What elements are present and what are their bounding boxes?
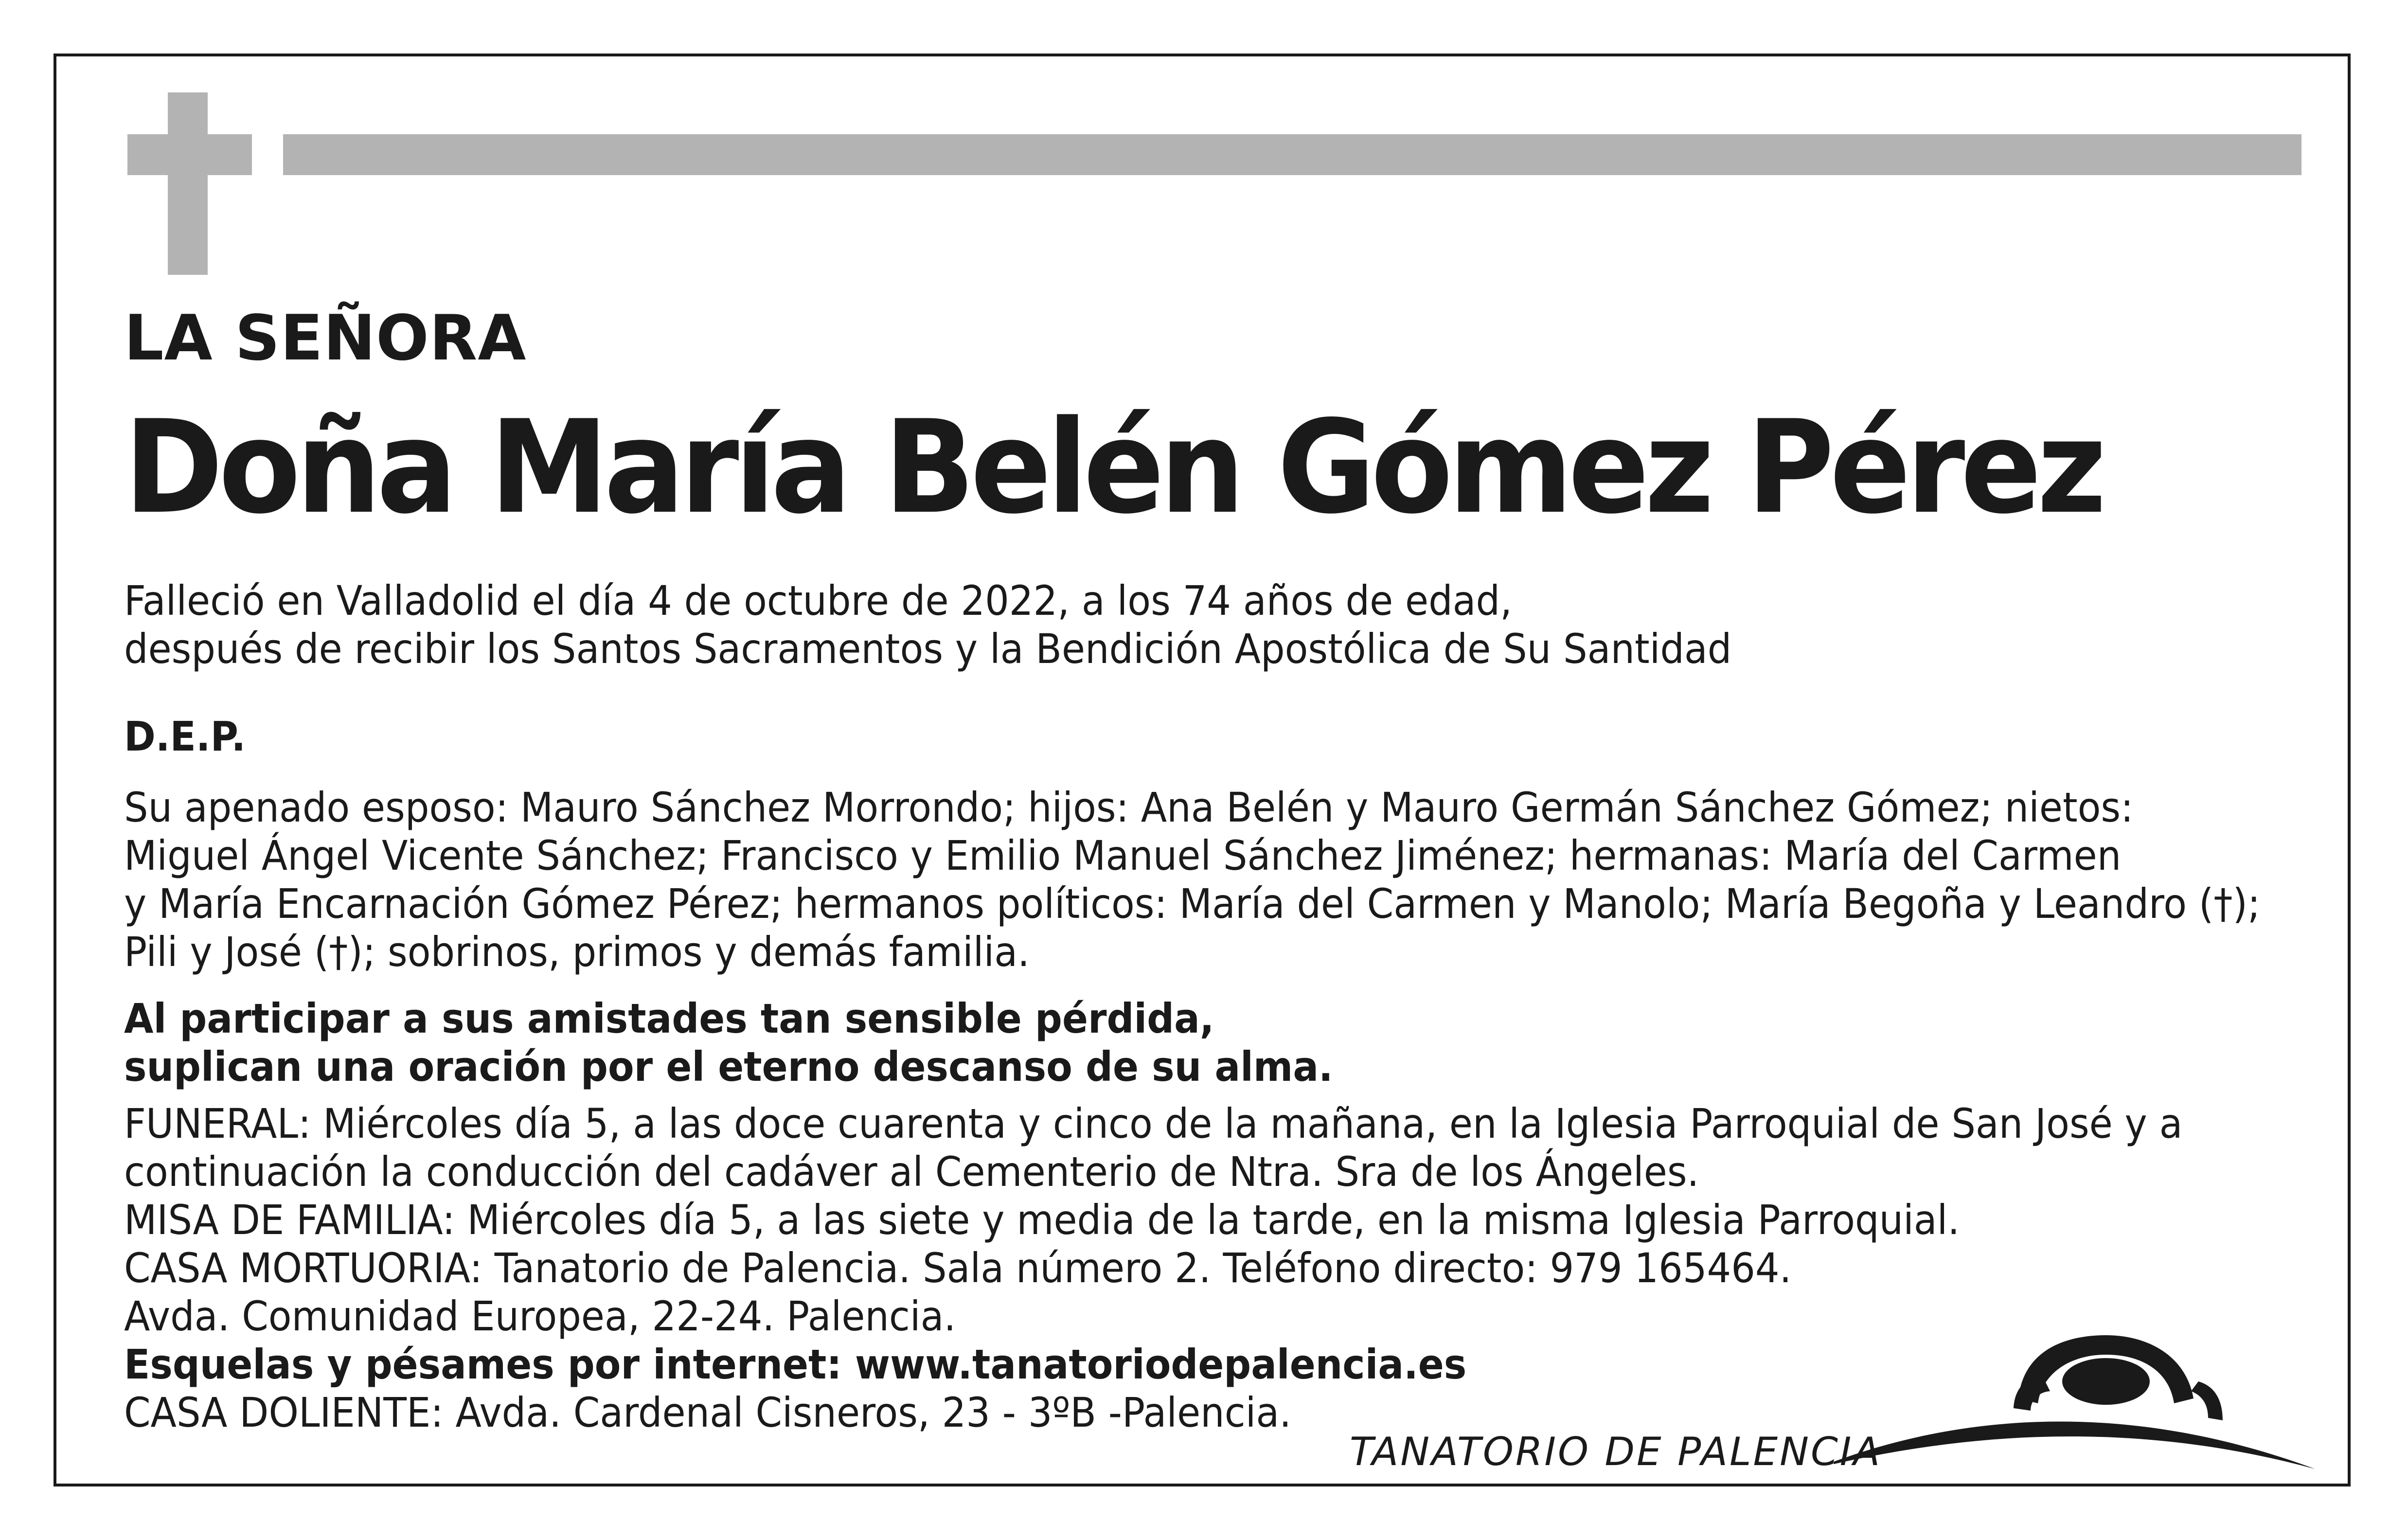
misa-line: MISA DE FAMILIA: Miércoles día 5, a las siete y media de la tarde, en la misma Iglesia Parroquial.	[124, 1196, 1960, 1244]
funeral-line: FUNERAL: Miércoles día 5, a las doce cuarenta y cinco de la mañana, en la Iglesia Parroquial de San José y a	[124, 1100, 2183, 1147]
deceased-name: Doña María Belén Gómez Pérez	[124, 393, 2102, 542]
request-line: Al participar a sus amistades tan sensible pérdida,	[124, 995, 1214, 1042]
casa-mortuoria-line: CASA MORTUORIA: Tanatorio de Palencia. Sala número 2. Teléfono directo: 979 165464.	[124, 1244, 1792, 1292]
cross-icon	[168, 92, 208, 275]
tanatorio-logo-text: TANATORIO DE PALENCIA	[1350, 1429, 1882, 1474]
dep-label: D.E.P.	[124, 713, 246, 760]
death-notice-line: después de recibir los Santos Sacramentos y la Bendición Apostólica de Su Santidad	[124, 625, 1732, 673]
request-line: suplican una oración por el eterno descanso de su alma.	[124, 1043, 1333, 1091]
honorific: LA SEÑORA	[124, 302, 527, 375]
internet-line: Esquelas y pésames por internet: www.tanatoriodepalencia.es	[124, 1341, 1467, 1388]
death-notice-line: Falleció en Valladolid el día 4 de octubre de 2022, a los 74 años de edad,	[124, 577, 1512, 625]
family-line: Pili y José (†); sobrinos, primos y demás familia.	[124, 928, 1030, 976]
casa-mortuoria-line: Avda. Comunidad Europea, 22-24. Palencia.	[124, 1292, 956, 1340]
family-line: Miguel Ángel Vicente Sánchez; Francisco y Emilio Manuel Sánchez Jiménez; hermanas: María del Carmen	[124, 832, 2122, 879]
funeral-line: continuación la conducción del cadáver al Cementerio de Ntra. Sra de los Ángeles.	[124, 1148, 1699, 1196]
family-line: Su apenado esposo: Mauro Sánchez Morrondo; hijos: Ana Belén y Mauro Germán Sánchez Gómez; nietos:	[124, 784, 2134, 831]
casa-doliente-line: CASA DOLIENTE: Avda. Cardenal Cisneros, 23 - 3ºB -Palencia.	[124, 1389, 1292, 1436]
cross-icon-arm	[127, 134, 252, 175]
header-bar	[283, 134, 2301, 175]
family-line: y María Encarnación Gómez Pérez; hermanos políticos: María del Carmen y Manolo; María Begoña y Leandro (†);	[124, 880, 2261, 928]
